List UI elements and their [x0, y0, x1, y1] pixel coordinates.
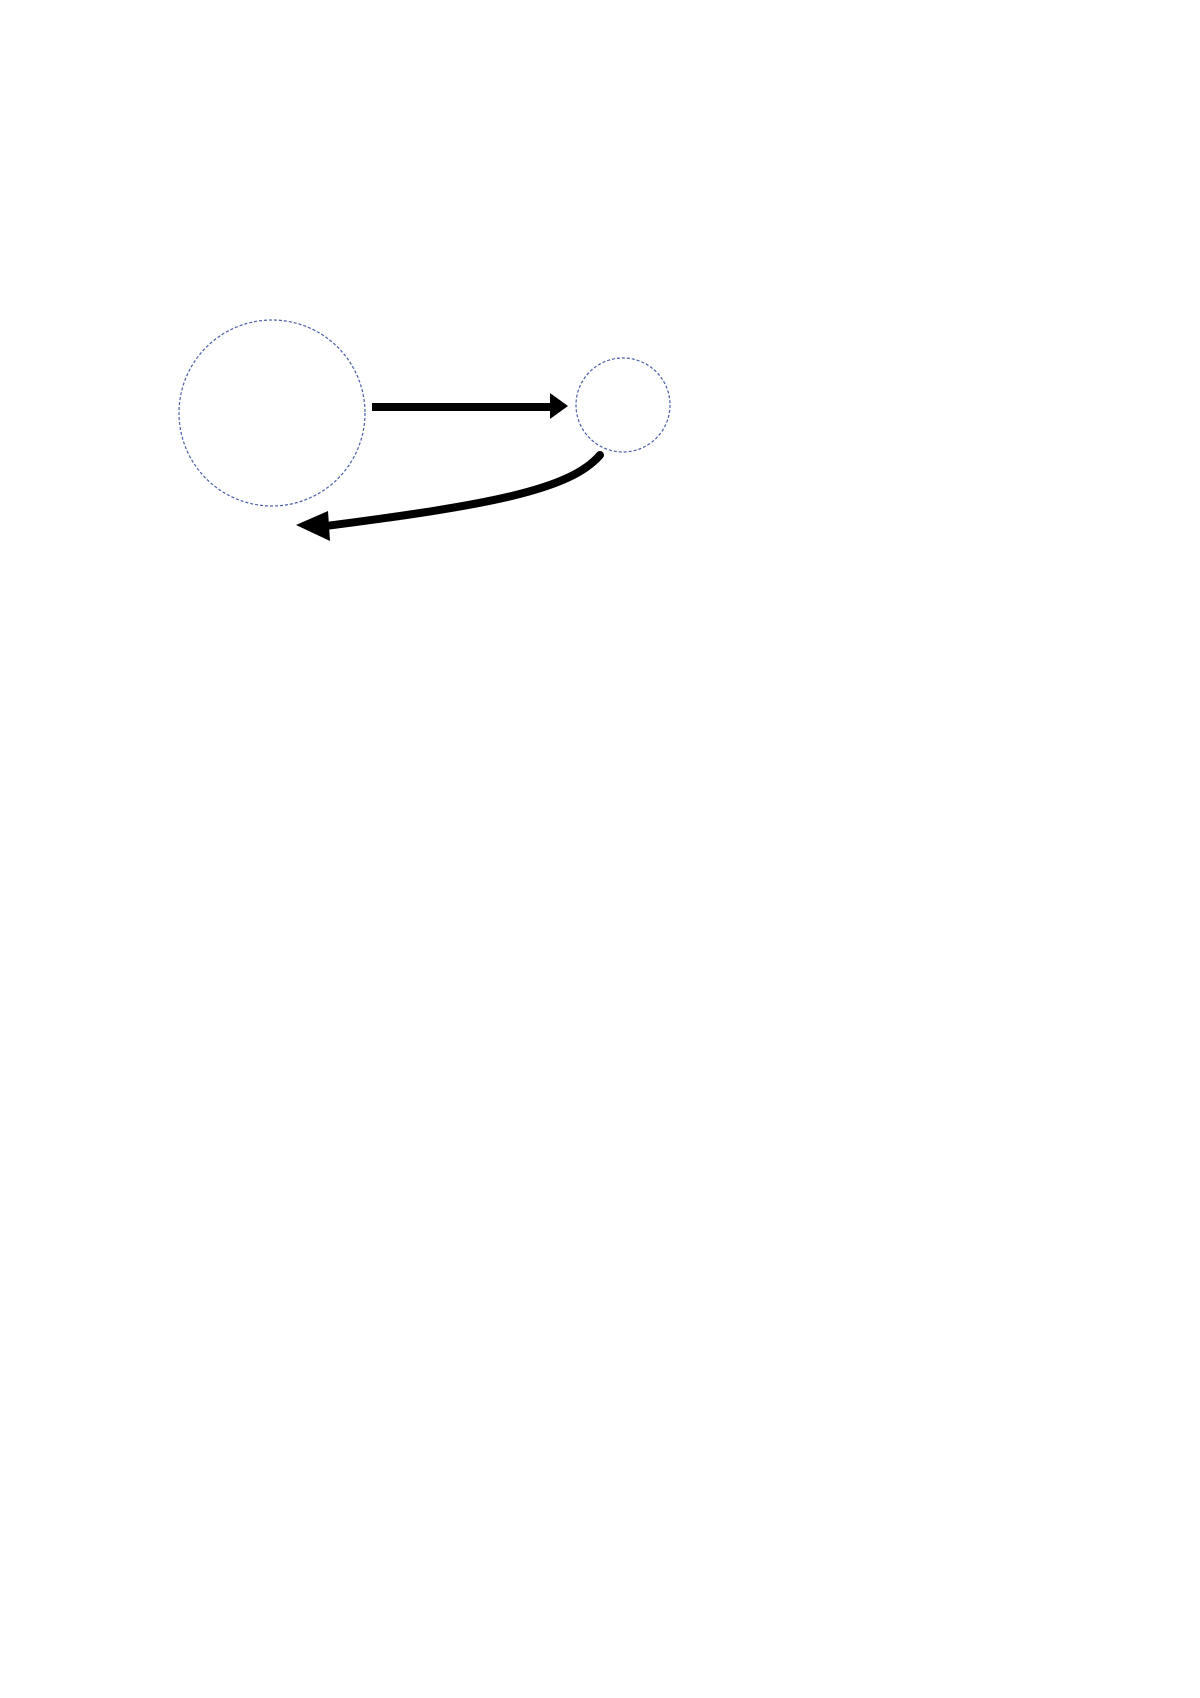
population-circle	[179, 320, 365, 506]
inferens-arrowhead	[296, 511, 330, 541]
sampling-arrow	[372, 393, 568, 419]
normal-distribution-chart	[200, 1080, 760, 1440]
inferens-arrow	[318, 455, 600, 527]
sampling-diagram	[160, 305, 860, 555]
sample-circle	[576, 358, 670, 452]
